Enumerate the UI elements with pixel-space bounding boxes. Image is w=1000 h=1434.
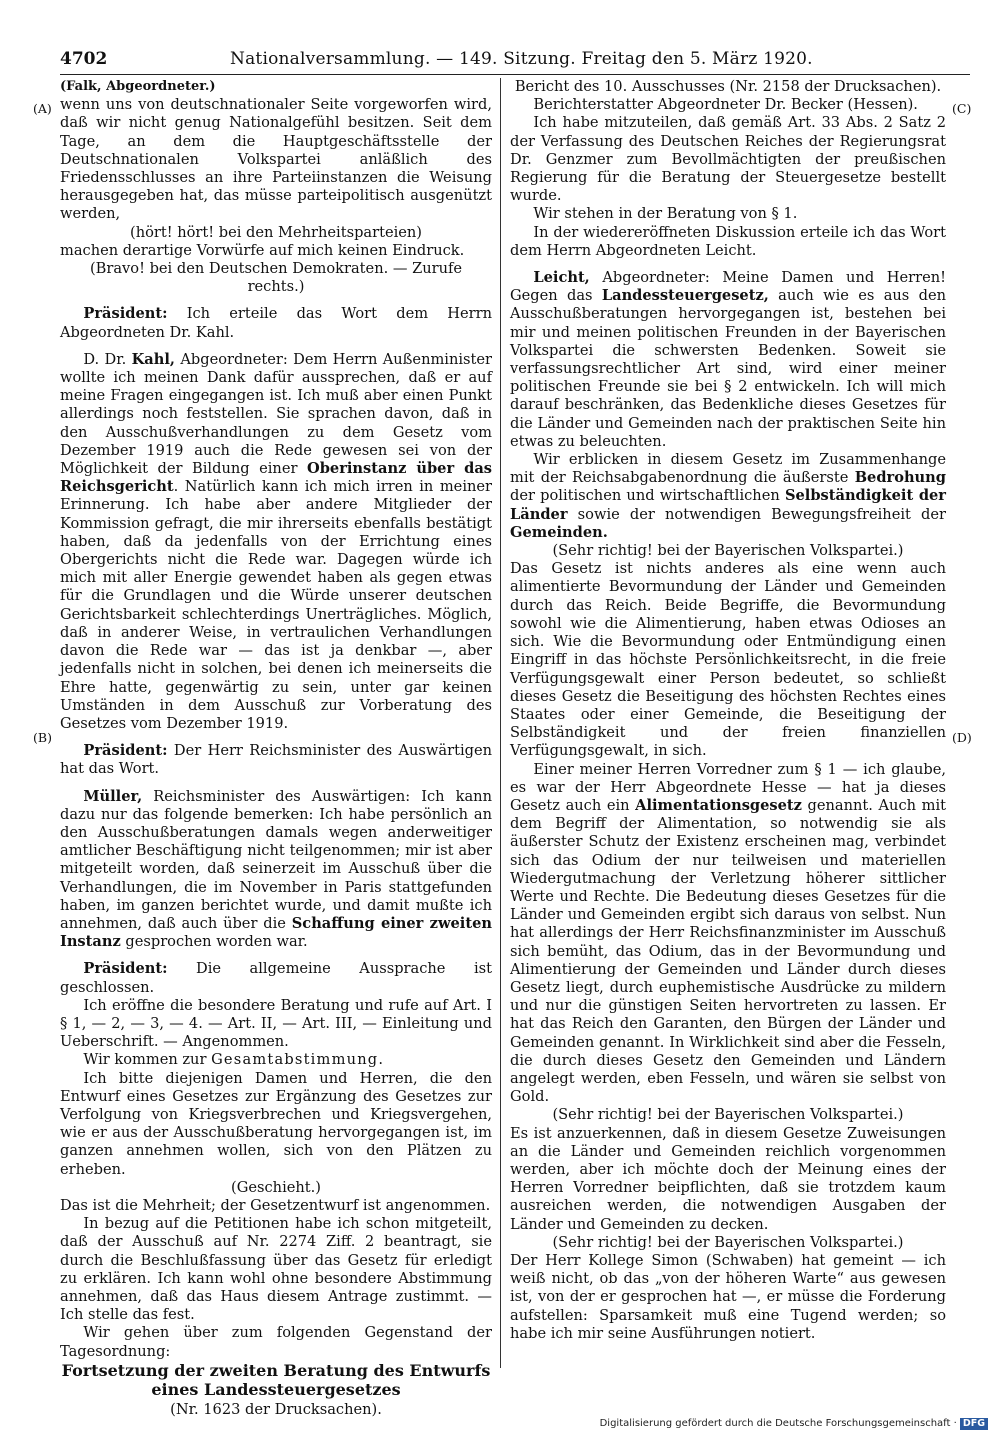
paragraph: Ich eröffne die besondere Beratung und rufe auf Art. I § 1, — 2, — 3, — 4. — Art. II, — Art. III, — Einleitung und Ueberschrift. — Angenommen. [60, 996, 492, 1051]
spaced-emphasis: Gesamtabstimmung [211, 1051, 379, 1069]
paragraph: Das Gesetz ist nichts anderes als eine wenn auch alimentierte Bevormundung der Länder und Gemeinden durch das Reich. Beide Begriffe, die Bevormundung sowohl wie die Alimentierung, haben etwas Odioses an sich. Wie die Bevormundung oder Entmündigung einen Eingriff in das höchste Persönlichkeitsrecht, in die freie Verfügungsgewalt einer Person bedeutet, so schließt dieses Gesetz die Beseitigung des höchsten Rechtes eines Staates oder einer Gemeinde, die Beseitigung der Selbständigkeit und der freien finanziellen Verfügungsgewalt, in sich. [510, 560, 946, 760]
emphasis: Oberinstanz über das Reichsgericht [60, 460, 492, 496]
speech-paragraph: Müller, Reichsminister des Auswärtigen: Ich kann dazu nur das folgende bemerken: Ich habe persönlich an den Ausschußberatungen damals wegen anderweitiger amtlicher Beschäftigung nicht teilgenommen; mir ist aber mitgeteilt worden, daß seinerzeit im Ausschuß über die Verhandlungen, die im November in Paris stattgefunden haben, im ganzen berichtet wurde, und damit mußte ich annehmen, daß auch über die Schaffung einer zweiten Instanz gesprochen worden war. [60, 787, 492, 951]
interjection: (Bravo! bei den Deutschen Demokraten. — Zurufe rechts.) [89, 260, 463, 296]
interjection: (hört! hört! bei den Mehrheitsparteien) [130, 223, 422, 241]
paragraph: Wir erblicken in diesem Gesetz im Zusammenhange mit der Reichsabgabenordnung die äußerste Bedrohung der politischen und wirtschaftlichen Selbständigkeit der Länder sowie der notwendigen Bewegungsfreiheit der Gemeinden. [510, 451, 946, 541]
speaker-name: Kahl, [131, 350, 176, 368]
dfg-logo: DFG [960, 1418, 988, 1430]
paragraph: Ich bitte diejenigen Damen und Herren, die den Entwurf eines Gesetzes zur Ergänzung des Gesetzes zur Verfolgung von Kriegsverbrechen und Kriegsvergehen, wie er aus der Ausschußberatung hervorgegangen ist, im ganzen annehmen wollen, sich von den Plätzen zu erheben. [60, 1069, 492, 1178]
emphasis: Landessteuergesetz, [601, 287, 769, 305]
speech-paragraph: Präsident: Die allgemeine Aussprache ist geschlossen. [60, 960, 492, 996]
margin-marker-b: (B) [33, 730, 52, 745]
digitization-footer [600, 1418, 988, 1430]
paragraph: Wir gehen über zum folgenden Gegenstand der Tagesordnung: [60, 1324, 492, 1360]
interjection: (Geschieht.) [231, 1178, 321, 1196]
column-divider [500, 78, 501, 1368]
interjection: (Sehr richtig! bei der Bayerischen Volkspartei.) [552, 1106, 904, 1124]
emphasis: Selbständigkeit der Länder [510, 487, 946, 523]
footer-text: Digitalisierung gefördert durch die Deutsche Forschungsgemeinschaft · [599, 1418, 957, 1429]
speech-paragraph: Präsident: Der Herr Reichsminister des Auswärtigen hat das Wort. [60, 742, 492, 778]
speaker-name: Präsident: [83, 305, 168, 323]
right-column [510, 78, 946, 1343]
left-column [60, 78, 492, 1419]
margin-marker-a: (A) [33, 101, 52, 116]
paragraph: Es ist anzuerkennen, daß in diesem Gesetze Zuweisungen an die Länder und Gemeinden reichlich vorgenommen werden, aber ich möchte doch der Meinung eines der Herren Vorredner beipflichten, daß sie trotzdem kaum ausreichen werden, die notwendigen Ausgaben der Länder und Gemeinden zu decken. [510, 1124, 946, 1233]
page-number: 4702 [60, 49, 108, 69]
paragraph: In der wiedereröffneten Diskussion erteile ich das Wort dem Herrn Abgeordneten Leicht. [510, 223, 946, 259]
speech-paragraph: D. Dr. Kahl, Abgeordneter: Dem Herrn Außenminister wollte ich meinen Dank dafür aussprechen, daß er auf meine Fragen eingegangen ist. Ich muß aber einen Punkt allerdings noch feststellen. Sie sprachen davon, daß in den Ausschußverhandlungen zu dem Gesetz vom Dezember 1919 auch die Rede gewesen sei von der Möglichkeit der Bildung einer Oberinstanz über das Reichsgericht. Natürlich kann ich mich irren in meiner Erinnerung. Ich habe aber andere Mitglieder der Kommission gefragt, die mir ihrerseits ebenfalls bestätigt haben, daß da jedenfalls von der Errichtung eines Obergerichts nicht die Rede war. Dagegen würde ich mich mit aller Energie gewendet haben als gegen etwas für die Grundlagen und die Würde unserer deutschen Gerichtsbarkeit schlechterdings Unerträgliches. Möglich, daß in anderer Weise, in vertraulichen Verhandlungen davon die Rede war — das ist ja denkbar —, aber jedenfalls nicht in solchen, bei denen ich meinerseits die Ehre hatte, gegenwärtig zu sein, unter gar keinen Umständen in dem Ausschuß zur Vorberatung des Gesetzes vom Dezember 1919. [60, 350, 493, 732]
paragraph: Wir stehen in der Beratung von § 1. [533, 205, 798, 223]
page-title: Nationalversammlung. — 149. Sitzung. Freitag den 5. März 1920. [230, 49, 813, 69]
margin-marker-d: (D) [952, 730, 972, 745]
emphasis: Bedrohung [854, 469, 946, 487]
speaker-name: Präsident: [83, 742, 168, 760]
speech-paragraph: Leicht, Abgeordneter: Meine Damen und Herren! Gegen das Landessteuergesetz, auch wie es aus den Ausschußberatungen hervorgegangen ist, bestehen bei mir und meinen politischen Freunden in der Bayerischen Volkspartei die schwersten Bedenken. Soweit sie verfassungsrechtlicher Art sind, wird einer meiner politischen Freunde sie bei § 2 entwickeln. Ich will mich darauf beschränken, das Bedenkliche dieses Gesetzes für die Länder und Gemeinden nach der praktischen Seite hin etwas zu beleuchten. [510, 269, 946, 450]
paragraph: Der Herr Kollege Simon (Schwaben) hat gemeint — ich weiß nicht, ob das „von der höheren Warte“ aus gewesen ist, von der er gesprochen hat —, er müsse die Forderung aufstellen: Sparsamkeit muß eine Tugend werden; so habe ich mir seine Ausführungen notiert. [510, 1252, 946, 1342]
speaker-name: Präsident: [83, 960, 168, 978]
agenda-item-ref: (Nr. 1623 der Drucksachen). [170, 1400, 382, 1418]
paragraph: machen derartige Vorwürfe auf mich keinen Eindruck. [60, 241, 465, 259]
paragraph: Das ist die Mehrheit; der Gesetzentwurf ist angenommen. [60, 1196, 491, 1214]
emphasis: Alimentationsgesetz [635, 796, 802, 814]
interjection: (Sehr richtig! bei der Bayerischen Volkspartei.) [552, 542, 904, 560]
paragraph: Berichterstatter Abgeordneter Dr. Becker (Hessen). [533, 96, 918, 114]
page-header [60, 44, 970, 75]
paragraph: Ich habe mitzuteilen, daß gemäß Art. 33 Abs. 2 Satz 2 der Verfassung des Deutschen Reiches der Regierungsrat Dr. Genzmer zum Bevollmächtigten der preußischen Regierung für die Beratung der Steuergesetze bestellt wurde. [510, 114, 946, 205]
agenda-item-title: Fortsetzung der zweiten Beratung des Entwurfs eines Landessteuergesetzes [61, 1360, 491, 1399]
agenda-item-report: Bericht des 10. Ausschusses (Nr. 2158 der Drucksachen). [514, 78, 942, 95]
paragraph: In bezug auf die Petitionen habe ich schon mitgeteilt, daß der Ausschuß auf Nr. 2274 Ziff. 2 beantragt, sie durch die Beschlußfassung über das Gesetz für erledigt zu erklären. Ich kann wohl ohne besondere Abstimmung annehmen, daß das Haus diesem Antrage zustimmt. — Ich stelle das fest. [60, 1215, 492, 1324]
paragraph: Einer meiner Herren Vorredner zum § 1 — ich glaube, es war der Herr Abgeordnete Hesse — hat ja dieses Gesetz auch ein Alimentationsgesetz genannt. Auch mit dem Begriff der Alimentation, so notwendig sie als äußerster Schutz der Existenz erscheinen mag, verbindet sich das Odium der nur teilweisen und materiellen Wiedergutmachung der Verletzung höherer sittlicher Werte und Rechte. Die Bedeutung dieses Gesetzes für die Länder und Gemeinden ergibt sich daraus von selbst. Nun hat allerdings der Herr Reichsfinanzminister im Ausschuß sich bemüht, das Odium, das in der Bevormundung und Alimentierung der Gemeinden und Länder durch dieses Gesetz liegt, durch euphemistische Ausdrücke zu mildern und nur die günstigen Seiten hervortreten zu lassen. Er hat das Reich den Garanten, den Bürgen der Länder und Gemeinden genannt. In Wirklichkeit sind aber die Fesseln, die durch dieses Gesetz den Gemeinden und Ländern angelegt werden, eben Fesseln, und wären sie selbst von Gold. [510, 760, 946, 1106]
speaker-continuation: (Falk, Abgeordneter.) [60, 79, 216, 94]
emphasis: Gemeinden. [510, 523, 608, 541]
paragraph: Wir kommen zur Gesamtabstimmung. [83, 1051, 383, 1069]
paragraph: wenn uns von deutschnationaler Seite vorgeworfen wird, daß wir nicht genug Nationalgefühl besitzen. Seit dem Tage, an dem die Hauptgeschäftsstelle der Deutschnationalen Volkspartei anläßlich des Friedensschlusses an ihre Parteiinstanzen die Weisung herausgegeben hat, das müsse parteipolitisch ausgenützt werden, [60, 96, 492, 223]
interjection: (Sehr richtig! bei der Bayerischen Volkspartei.) [552, 1233, 904, 1251]
speaker-name: Müller, [83, 787, 143, 805]
margin-marker-c: (C) [952, 101, 972, 116]
speech-paragraph: Präsident: Ich erteile das Wort dem Herrn Abgeordneten Dr. Kahl. [60, 305, 492, 341]
speaker-name: Leicht, [533, 269, 590, 287]
emphasis: Schaffung einer zweiten Instanz [60, 914, 492, 951]
